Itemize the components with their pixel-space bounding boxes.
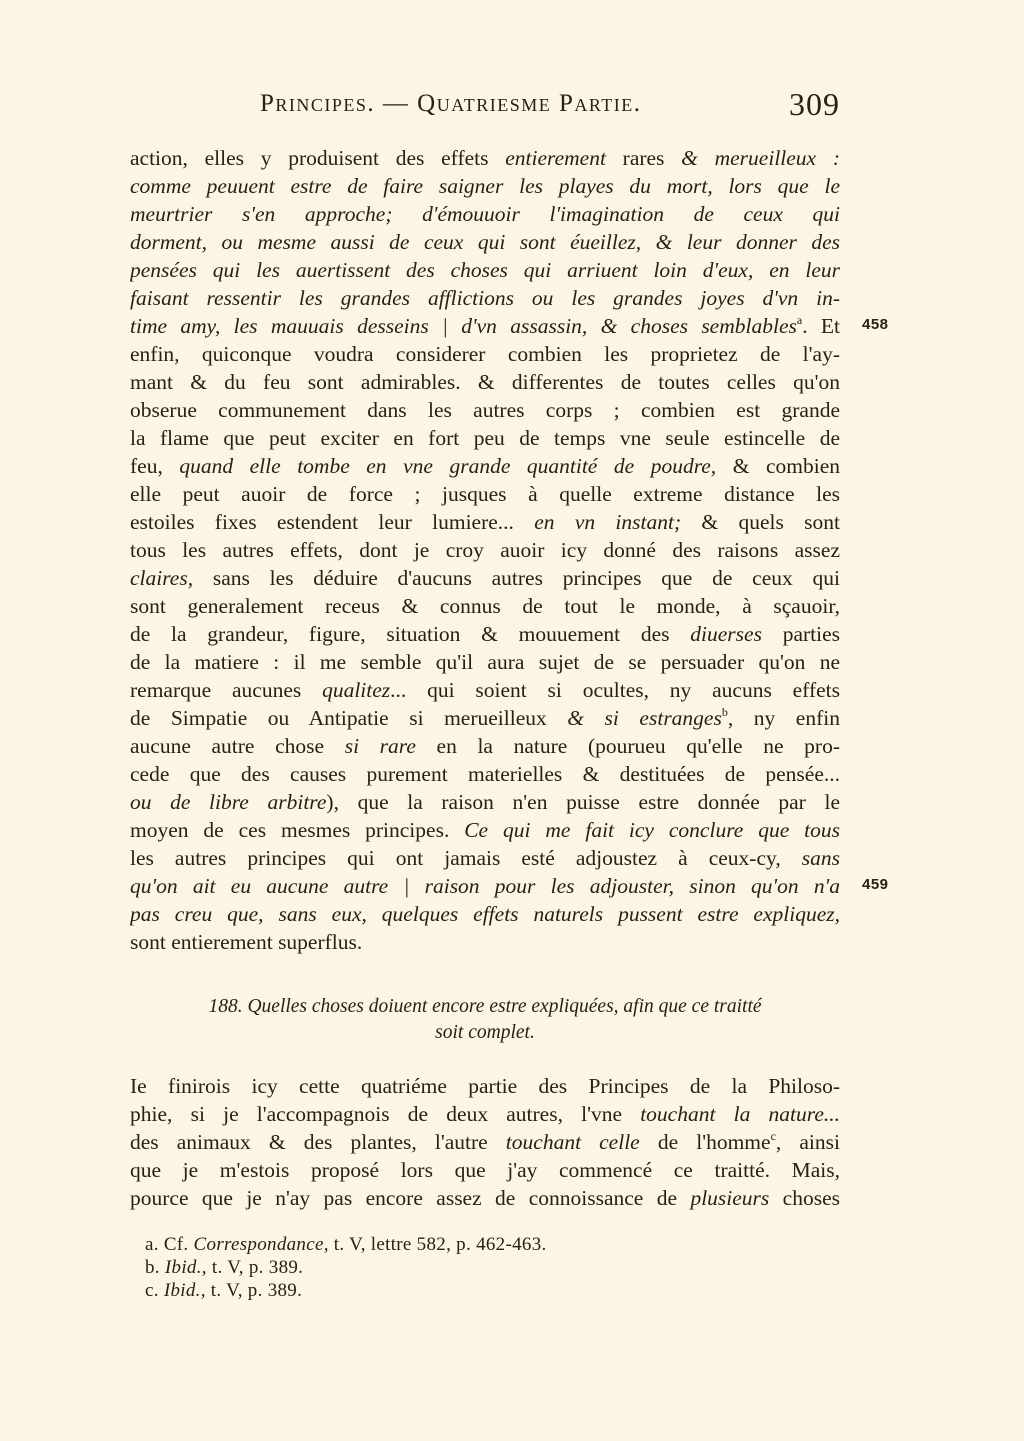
text-line: sont generalement receus & connus de tout le monde, à sçauoir, <box>130 594 840 618</box>
text-line: aucune autre chose si rare en la nature (pourueu qu'elle ne pro- <box>130 734 840 758</box>
text-line: meurtrier s'en approche; d'émouuoir l'imagination de ceux qui <box>130 202 840 226</box>
text-line: pas creu que, sans eux, quelques effets naturels pussent estre expliquez, <box>130 902 840 926</box>
section-heading-continued: soit complet. <box>435 1022 535 1043</box>
text-line: les autres principes qui ont jamais esté adjoustez à ceux-cy, sans <box>130 846 840 870</box>
text-line: ou de libre arbitre), que la raison n'en puisse estre donnée par le <box>130 790 840 814</box>
text-line: pensées qui les auertissent des choses qui arriuent loin d'eux, en leur <box>130 258 840 282</box>
page-number: 309 <box>789 86 840 122</box>
text-line: de la grandeur, figure, situation & mouuement des diuerses parties <box>130 622 840 646</box>
text-line: tous les autres effets, dont je croy auoir icy donné des raisons assez <box>130 538 840 562</box>
text-line: time amy, les mauuais desseins | d'vn assassin, & choses semblables$^a$. Et <box>130 313 840 338</box>
text-line: sont entierement superflus. <box>130 930 363 954</box>
text-line: faisant ressentir les grandes afflictions ou les grandes joyes d'vn in- <box>130 286 840 310</box>
text-line: claires, sans les déduire d'aucuns autres principes que de ceux qui <box>130 566 840 590</box>
text-line: elle peut auoir de force ; jusques à quelle extreme distance les <box>130 482 840 506</box>
text-line: de Simpatie ou Antipatie si merueilleux & si estranges$^b$, ny enfin <box>130 705 840 730</box>
text-line: la flame que peut exciter en fort peu de temps vne seule estincelle de <box>130 426 840 450</box>
section-heading: 188. Quelles choses doiuent encore estre expliquées, afin que ce traitté <box>208 996 762 1017</box>
footnote-b: b. Ibid., t. V, p. 389. <box>145 1257 304 1278</box>
text-line: estoiles fixes estendent leur lumiere... en vn instant; & quels sont <box>130 510 840 534</box>
page-header <box>130 86 840 126</box>
text-line: phie, si je l'accompagnois de deux autres, l'vne touchant la nature... <box>130 1102 840 1126</box>
text-line: enfin, quiconque voudra considerer combien les proprietez de l'ay- <box>130 342 840 366</box>
margin-page-number: 459 <box>862 876 889 893</box>
footnote-a: a. Cf. Correspondance, t. V, lettre 582, p. 462-463. <box>145 1234 547 1255</box>
text-line: Ie finirois icy cette quatriéme partie des Principes de la Philoso- <box>130 1074 840 1098</box>
text-line: que je m'estois proposé lors que j'ay commencé ce traitté. Mais, <box>130 1158 840 1182</box>
text-line: moyen de ces mesmes principes. Ce qui me fait icy conclure que tous <box>130 818 840 842</box>
text-line: dorment, ou mesme aussi de ceux qui sont éueillez, & leur donner des <box>130 230 840 254</box>
text-line: remarque aucunes qualitez... qui soient si ocultes, ny aucuns effets <box>130 678 840 702</box>
footnote-c: c. Ibid., t. V, p. 389. <box>145 1280 303 1301</box>
text-line: pource que je n'ay pas encore assez de connoissance de plusieurs choses <box>130 1186 840 1210</box>
text-line: qu'on ait eu aucune autre | raison pour les adjouster, sinon qu'on n'a <box>130 874 840 898</box>
text-line: de la matiere : il me semble qu'il aura sujet de se persuader qu'on ne <box>130 650 840 674</box>
text-line: comme peuuent estre de faire saigner les playes du mort, lors que le <box>130 174 840 198</box>
text-line: cede que des causes purement materielles & destituées de pensée... <box>130 762 840 786</box>
text-line: feu, quand elle tombe en vne grande quantité de poudre, & combien <box>130 454 840 478</box>
text-line: action, elles y produisent des effets entierement rares & merueilleux : <box>130 146 840 170</box>
margin-page-number: 458 <box>862 316 889 333</box>
text-line: des animaux & des plantes, l'autre touchant celle de l'homme$^c$, ainsi <box>130 1129 840 1154</box>
text-line: obserue communement dans les autres corps ; combien est grande <box>130 398 840 422</box>
text-line: mant & du feu sont admirables. & differentes de toutes celles qu'on <box>130 370 840 394</box>
running-title: Principes. — Quatriesme Partie. <box>260 90 642 117</box>
